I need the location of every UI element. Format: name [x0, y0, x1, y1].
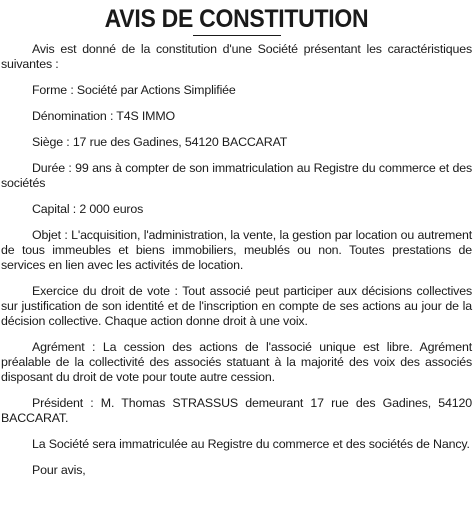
paragraph-droit-de-vote: Exercice du droit de vote : Tout associé peut participer aux décisions collectives sur justification de son identité et de l'inscription en compte de ses actions au jour de la décision collective. Chaque action donne droit à une voix. — [1, 284, 472, 328]
paragraph-duree: Durée : 99 ans à compter de son immatriculation au Registre du commerce et des sociétés — [1, 161, 472, 190]
paragraph-pour-avis: Pour avis, — [32, 463, 86, 477]
paragraph-agrement: Agrément : La cession des actions de l'associé unique est libre. Agrément préalable de la collectivité des associés statuant à la majorité des voix des associés disposant du droit de vote pour toute autre cession. — [1, 340, 472, 384]
notice-title: AVIS DE CONSTITUTION — [104, 5, 369, 33]
paragraph-forme: Forme : Société par Actions Simplifiée — [32, 83, 236, 97]
paragraph-objet: Objet : L'acquisition, l'administration, la vente, la gestion par location ou autrement de tous immeubles et biens immobiliers, meublés ou non. Toutes prestations de services en lien avec les activités de location. — [1, 228, 472, 272]
paragraph-intro: Avis est donné de la constitution d'une Société présentant les caractéristiques suivantes : — [1, 42, 472, 71]
paragraph-capital: Capital : 2 000 euros — [32, 202, 144, 216]
paragraph-immatriculation: La Société sera immatriculée au Registre du commerce et des sociétés de Nancy. — [32, 437, 470, 451]
paragraph-president: Président : M. Thomas STRASSUS demeurant 17 rue des Gadines, 54120 BACCARAT. — [1, 396, 472, 425]
title-underline — [193, 35, 281, 36]
paragraph-denomination: Dénomination : T4S IMMO — [32, 109, 175, 123]
paragraph-siege: Siège : 17 rue des Gadines, 54120 BACCARAT — [32, 135, 288, 149]
